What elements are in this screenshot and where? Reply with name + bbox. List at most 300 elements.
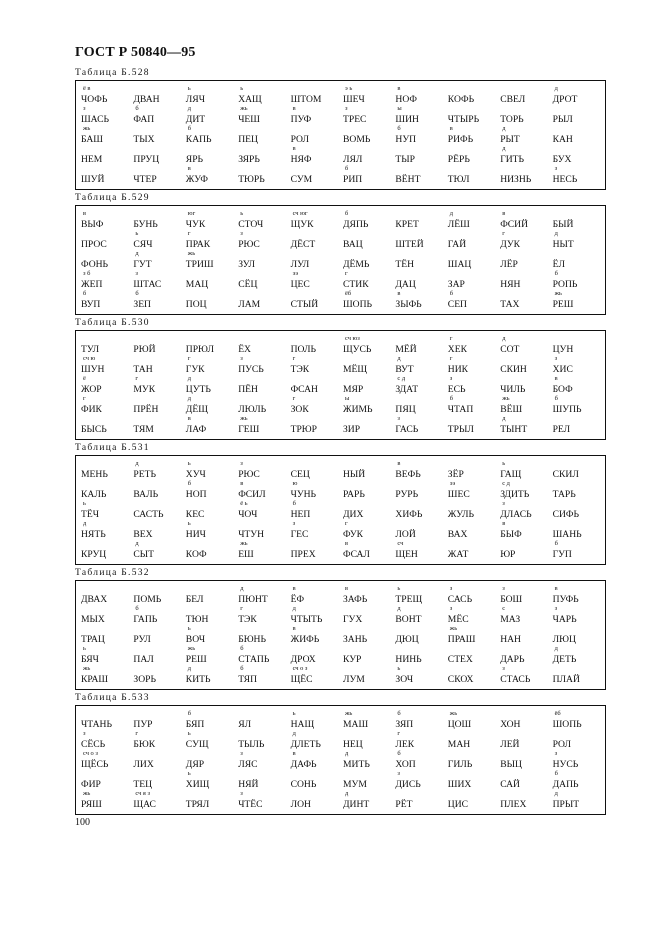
word: ЛЕК bbox=[395, 739, 415, 750]
table-cell bbox=[448, 250, 500, 270]
word: СТОЧ bbox=[238, 219, 264, 230]
table-cell bbox=[291, 250, 343, 270]
table-cell bbox=[395, 460, 447, 480]
word: БУНЬ bbox=[133, 219, 158, 230]
table-cell bbox=[81, 250, 133, 270]
document-title: ГОСТ Р 50840—95 bbox=[75, 45, 196, 60]
word: КИТЬ bbox=[185, 674, 211, 685]
word: ЖИМЬ bbox=[343, 404, 373, 415]
table-cell bbox=[500, 500, 552, 520]
word: ПУР bbox=[133, 719, 153, 730]
phonetic-mark: г bbox=[449, 335, 453, 342]
word: РЁРЬ bbox=[447, 154, 470, 165]
word: МАШ bbox=[343, 719, 369, 730]
word: САСТЬ bbox=[133, 509, 164, 520]
word: ЯРЬ bbox=[185, 154, 204, 165]
table-cell bbox=[500, 790, 552, 810]
word: ШУН bbox=[81, 364, 105, 375]
phonetic-mark: д bbox=[83, 520, 87, 527]
word: РОЛ bbox=[552, 739, 572, 750]
table-cell bbox=[238, 145, 290, 165]
phonetic-mark: б bbox=[187, 710, 192, 717]
word: НАЩ bbox=[290, 719, 315, 730]
word: ЧТЫТЬ bbox=[290, 614, 323, 625]
phonetic-mark: жь bbox=[449, 710, 458, 717]
table-cell bbox=[186, 710, 238, 730]
phonetic-mark: з bbox=[345, 105, 348, 112]
table-cell bbox=[500, 145, 552, 165]
table-cell bbox=[553, 790, 605, 810]
phonetic-mark: с bbox=[502, 605, 506, 612]
table-cell bbox=[133, 395, 185, 415]
word: ГЕС bbox=[290, 529, 309, 540]
word: ЧУК bbox=[185, 219, 206, 230]
table-cell bbox=[553, 355, 605, 375]
word: ТЮЛ bbox=[447, 174, 470, 185]
word: ХАЩ bbox=[238, 94, 262, 105]
table-cell bbox=[186, 230, 238, 250]
table-cell bbox=[553, 520, 605, 540]
word: НОП bbox=[185, 489, 207, 500]
word: ЗАФЬ bbox=[343, 594, 368, 605]
table-cell bbox=[448, 105, 500, 125]
word-table bbox=[75, 455, 606, 565]
word: ГИЛЬ bbox=[447, 759, 473, 770]
table-cell bbox=[133, 250, 185, 270]
table-block bbox=[75, 317, 608, 440]
word: ТАН bbox=[133, 364, 153, 375]
table-cell bbox=[395, 750, 447, 770]
phonetic-mark: д bbox=[187, 375, 192, 382]
table-cell bbox=[291, 770, 343, 790]
table-cell bbox=[133, 145, 185, 165]
table-cell bbox=[395, 770, 447, 790]
word: ТЕЦ bbox=[133, 779, 153, 790]
phonetic-mark: в bbox=[345, 540, 349, 547]
table-block bbox=[75, 567, 608, 690]
phonetic-mark: д bbox=[135, 460, 139, 467]
table-cell bbox=[553, 250, 605, 270]
table-cell bbox=[395, 165, 447, 185]
word: ФАП bbox=[133, 114, 155, 125]
phonetic-mark: сч о з bbox=[292, 665, 308, 672]
table-cell bbox=[553, 605, 605, 625]
table-cell bbox=[238, 375, 290, 395]
word: НУСЬ bbox=[552, 759, 579, 770]
word: СИФЬ bbox=[552, 509, 580, 520]
table-cell bbox=[186, 335, 238, 355]
word: ДАЦ bbox=[395, 279, 416, 290]
word: БЫСЬ bbox=[81, 424, 107, 435]
word: ТЫЛЬ bbox=[238, 739, 265, 750]
phonetic-mark: б bbox=[135, 605, 139, 612]
word: ДЛАСЬ bbox=[500, 509, 532, 520]
word: ТРЮР bbox=[290, 424, 317, 435]
phonetic-mark: ь bbox=[187, 730, 191, 737]
word: БУХ bbox=[552, 154, 572, 165]
word: НЕЦ bbox=[343, 739, 363, 750]
word: ПРЁН bbox=[133, 404, 159, 415]
table-cell bbox=[395, 730, 447, 750]
phonetic-mark: г bbox=[292, 355, 296, 362]
word: ЧТЕР bbox=[133, 174, 157, 185]
table-cell bbox=[81, 750, 133, 770]
table-cell bbox=[448, 625, 500, 645]
table-cell bbox=[238, 750, 290, 770]
table-cell bbox=[81, 625, 133, 645]
phonetic-mark: д bbox=[397, 605, 401, 612]
phonetic-mark: ё в bbox=[83, 85, 91, 92]
word: РИП bbox=[343, 174, 363, 185]
table-cell bbox=[343, 585, 395, 605]
word: НИК bbox=[447, 364, 469, 375]
table-cell bbox=[448, 665, 500, 685]
word: СТАСЬ bbox=[500, 674, 531, 685]
table-cell bbox=[81, 145, 133, 165]
table-cell bbox=[343, 395, 395, 415]
phonetic-mark: жь bbox=[187, 250, 196, 257]
word-table bbox=[75, 205, 606, 315]
table-cell bbox=[500, 710, 552, 730]
word: НАН bbox=[500, 634, 521, 645]
word: ВЕФЬ bbox=[395, 469, 421, 480]
table-cell bbox=[291, 145, 343, 165]
word: ЗЁР bbox=[447, 469, 464, 480]
table-cell bbox=[553, 665, 605, 685]
table-cell bbox=[133, 585, 185, 605]
word: СТЫЙ bbox=[290, 299, 319, 310]
table-caption: Таблица Б.528 bbox=[75, 68, 150, 78]
word: ХУЧ bbox=[185, 469, 206, 480]
word: ДУК bbox=[500, 239, 521, 250]
table-cell bbox=[448, 730, 500, 750]
table-cell bbox=[81, 730, 133, 750]
table-cell bbox=[448, 480, 500, 500]
table-cell bbox=[553, 645, 605, 665]
word: ХОП bbox=[395, 759, 416, 770]
word: ВОМЬ bbox=[343, 134, 371, 145]
table-cell bbox=[133, 790, 185, 810]
table-cell bbox=[395, 480, 447, 500]
table-cell bbox=[291, 665, 343, 685]
table-cell bbox=[500, 770, 552, 790]
table-cell bbox=[238, 395, 290, 415]
word: ШЕЧ bbox=[343, 94, 365, 105]
phonetic-mark: сч ю bbox=[83, 355, 96, 362]
word: ТЭК bbox=[290, 364, 310, 375]
table-cell bbox=[81, 665, 133, 685]
table-cell bbox=[133, 730, 185, 750]
word: ПАЛ bbox=[133, 654, 154, 665]
phonetic-mark: в bbox=[292, 625, 296, 632]
table-cell bbox=[133, 750, 185, 770]
phonetic-mark: г bbox=[449, 355, 453, 362]
word: ЛАФ bbox=[185, 424, 207, 435]
phonetic-mark: г bbox=[345, 270, 348, 277]
phonetic-mark: в bbox=[292, 105, 296, 112]
word: НИЧ bbox=[185, 529, 206, 540]
word: ШТЕЙ bbox=[395, 239, 424, 250]
table-cell bbox=[500, 415, 552, 435]
phonetic-mark: б bbox=[135, 290, 139, 297]
table-cell bbox=[133, 460, 185, 480]
word: ВУП bbox=[81, 299, 101, 310]
word: ТРЫЛ bbox=[447, 424, 474, 435]
word: БЮНЬ bbox=[238, 634, 266, 645]
phonetic-mark: г bbox=[397, 730, 401, 737]
word: ШУПЬ bbox=[552, 404, 582, 415]
word: СЕП bbox=[447, 299, 467, 310]
table-cell bbox=[186, 125, 238, 145]
phonetic-mark: з bbox=[240, 355, 243, 362]
table-cell bbox=[553, 540, 605, 560]
word: ФОНЬ bbox=[81, 259, 109, 270]
phonetic-mark: з bbox=[449, 605, 453, 612]
word: НИЗНЬ bbox=[500, 174, 532, 185]
phonetic-mark: д bbox=[397, 355, 401, 362]
word: ГЕШ bbox=[238, 424, 260, 435]
table-cell bbox=[395, 290, 447, 310]
table-cell bbox=[343, 210, 395, 230]
phonetic-mark: д bbox=[187, 105, 192, 112]
table-cell bbox=[238, 790, 290, 810]
table-cell bbox=[500, 520, 552, 540]
table-cell bbox=[81, 290, 133, 310]
word: ФСИЛ bbox=[238, 489, 266, 500]
phonetic-mark: в bbox=[397, 460, 401, 467]
table-cell bbox=[238, 210, 290, 230]
phonetic-mark: в bbox=[502, 520, 506, 527]
word: ФУК bbox=[343, 529, 364, 540]
word: ПРЫТ bbox=[552, 799, 580, 810]
table-cell bbox=[291, 105, 343, 125]
word: ТЁЧ bbox=[81, 509, 99, 520]
word: ШИХ bbox=[447, 779, 472, 790]
table-cell bbox=[500, 230, 552, 250]
word: ХОН bbox=[500, 719, 521, 730]
word: ЛЯЛ bbox=[343, 154, 363, 165]
word: РУРЬ bbox=[395, 489, 419, 500]
phonetic-mark: з б bbox=[83, 270, 91, 277]
phonetic-mark: з bbox=[240, 460, 243, 467]
table-cell bbox=[81, 500, 133, 520]
table-cell bbox=[238, 230, 290, 250]
word: НЕСЬ bbox=[552, 174, 578, 185]
table-cell bbox=[500, 355, 552, 375]
word: ЛУМ bbox=[343, 674, 365, 685]
word: РЕТЬ bbox=[133, 469, 156, 480]
table-cell bbox=[133, 645, 185, 665]
phonetic-mark: б bbox=[554, 395, 558, 402]
table-cell bbox=[291, 85, 343, 105]
table-cell bbox=[448, 335, 500, 355]
table-cell bbox=[500, 250, 552, 270]
phonetic-mark: б bbox=[135, 105, 139, 112]
table-cell bbox=[343, 645, 395, 665]
table-cell bbox=[343, 665, 395, 685]
word: ТЯМ bbox=[133, 424, 154, 435]
word: ПРЕХ bbox=[290, 549, 316, 560]
word: ТАРЬ bbox=[552, 489, 576, 500]
table-cell bbox=[133, 105, 185, 125]
word: ВУТ bbox=[395, 364, 414, 375]
word: ТЭК bbox=[238, 614, 257, 625]
phonetic-mark: сч юз bbox=[345, 335, 360, 342]
phonetic-mark: сч bbox=[397, 540, 404, 547]
table-block bbox=[75, 67, 608, 190]
table-cell bbox=[238, 730, 290, 750]
table-cell bbox=[133, 710, 185, 730]
phonetic-mark: жь bbox=[83, 790, 91, 797]
table-cell bbox=[448, 540, 500, 560]
phonetic-mark: б bbox=[292, 500, 296, 507]
word: ШТОМ bbox=[290, 94, 322, 105]
phonetic-mark: з bbox=[83, 105, 86, 112]
word: БОШ bbox=[500, 594, 523, 605]
table-cell bbox=[81, 415, 133, 435]
word: СУЩ bbox=[185, 739, 209, 750]
word: ЗИР bbox=[343, 424, 361, 435]
table-cell bbox=[395, 270, 447, 290]
table-cell bbox=[238, 520, 290, 540]
word: ЛЁШ bbox=[447, 219, 470, 230]
word: ЛЁР bbox=[500, 259, 518, 270]
phonetic-mark: з bbox=[449, 375, 453, 382]
phonetic-mark: д bbox=[187, 665, 192, 672]
word: ДИНТ bbox=[343, 799, 370, 810]
word: МАН bbox=[447, 739, 471, 750]
word: РЕШ bbox=[185, 654, 207, 665]
word: ТЯП bbox=[238, 674, 258, 685]
table-cell bbox=[553, 710, 605, 730]
table-cell bbox=[186, 415, 238, 435]
word: ЖИФЬ bbox=[290, 634, 320, 645]
table-cell bbox=[395, 625, 447, 645]
table-cell bbox=[186, 665, 238, 685]
table-cell bbox=[291, 415, 343, 435]
table-cell bbox=[448, 710, 500, 730]
phonetic-mark: з bbox=[502, 585, 505, 592]
table-cell bbox=[500, 645, 552, 665]
table-cell bbox=[291, 790, 343, 810]
table-cell bbox=[553, 165, 605, 185]
table-cell bbox=[81, 585, 133, 605]
table-cell bbox=[81, 395, 133, 415]
table-cell bbox=[500, 480, 552, 500]
word: МЁС bbox=[447, 614, 469, 625]
word: СЯЧ bbox=[133, 239, 153, 250]
table-cell bbox=[553, 750, 605, 770]
word: ЧОФЬ bbox=[81, 94, 108, 105]
table-cell bbox=[448, 645, 500, 665]
word: ПЛАЙ bbox=[552, 674, 580, 685]
table-cell bbox=[81, 460, 133, 480]
table-cell bbox=[291, 270, 343, 290]
word: ПЮНТ bbox=[238, 594, 268, 605]
phonetic-mark: б bbox=[554, 270, 558, 277]
table-cell bbox=[395, 520, 447, 540]
word: КРАШ bbox=[81, 674, 109, 685]
phonetic-mark: юг bbox=[187, 210, 196, 217]
word: НЯН bbox=[500, 279, 521, 290]
word: ХИС bbox=[552, 364, 573, 375]
table-cell bbox=[343, 710, 395, 730]
word: ШАЦ bbox=[447, 259, 472, 270]
table-cell bbox=[500, 270, 552, 290]
word: ТЫХ bbox=[133, 134, 155, 145]
phonetic-mark: г bbox=[83, 395, 86, 402]
table-cell bbox=[553, 585, 605, 605]
table-cell bbox=[291, 730, 343, 750]
table-cell bbox=[500, 290, 552, 310]
table-cell bbox=[81, 520, 133, 540]
table-cell bbox=[291, 230, 343, 250]
table-cell bbox=[133, 415, 185, 435]
table-cell bbox=[395, 710, 447, 730]
table-cell bbox=[395, 540, 447, 560]
phonetic-mark: в bbox=[187, 165, 191, 172]
table-cell bbox=[553, 480, 605, 500]
word: ЗДАТ bbox=[395, 384, 419, 395]
word: ВОЧ bbox=[185, 634, 206, 645]
phonetic-mark: г bbox=[345, 520, 348, 527]
phonetic-mark: з bbox=[83, 730, 86, 737]
table-cell bbox=[553, 415, 605, 435]
table-cell bbox=[343, 125, 395, 145]
word: САСЬ bbox=[447, 594, 473, 605]
word: МУМ bbox=[343, 779, 367, 790]
phonetic-mark: ь bbox=[397, 665, 401, 672]
table-cell bbox=[553, 210, 605, 230]
word: СТЕХ bbox=[447, 654, 473, 665]
phonetic-mark: в bbox=[187, 415, 191, 422]
word: ЩАС bbox=[133, 799, 156, 810]
table-cell bbox=[395, 395, 447, 415]
table-cell bbox=[448, 460, 500, 480]
phonetic-mark: ы bbox=[345, 395, 350, 402]
phonetic-mark: д bbox=[449, 210, 454, 217]
word: ВЫФ bbox=[81, 219, 104, 230]
word: СТИК bbox=[343, 279, 369, 290]
word: РАРЬ bbox=[343, 489, 365, 500]
word: ЩУСЬ bbox=[343, 344, 372, 355]
table-cell bbox=[291, 710, 343, 730]
phonetic-mark: д bbox=[135, 540, 139, 547]
word: ТЮН bbox=[185, 614, 209, 625]
table-cell bbox=[186, 770, 238, 790]
word: ЛЮЛЬ bbox=[238, 404, 267, 415]
table-cell bbox=[553, 125, 605, 145]
word: ЦУН bbox=[552, 344, 574, 355]
word: ЧОЧ bbox=[238, 509, 258, 520]
table-cell bbox=[238, 165, 290, 185]
word: ТРИШ bbox=[185, 259, 214, 270]
table-cell bbox=[291, 585, 343, 605]
word: МАЗ bbox=[500, 614, 521, 625]
word: ДЕТЬ bbox=[552, 654, 577, 665]
table-cell bbox=[343, 105, 395, 125]
phonetic-mark: жь bbox=[240, 415, 248, 422]
word: ШОПЬ bbox=[343, 299, 373, 310]
phonetic-mark: д bbox=[292, 730, 296, 737]
table-cell bbox=[448, 85, 500, 105]
phonetic-mark: д bbox=[135, 250, 139, 257]
word: БАШ bbox=[81, 134, 103, 145]
table-cell bbox=[448, 230, 500, 250]
word: ХИЩ bbox=[185, 779, 210, 790]
phonetic-mark: жь bbox=[554, 290, 562, 297]
phonetic-mark: д bbox=[554, 230, 558, 237]
